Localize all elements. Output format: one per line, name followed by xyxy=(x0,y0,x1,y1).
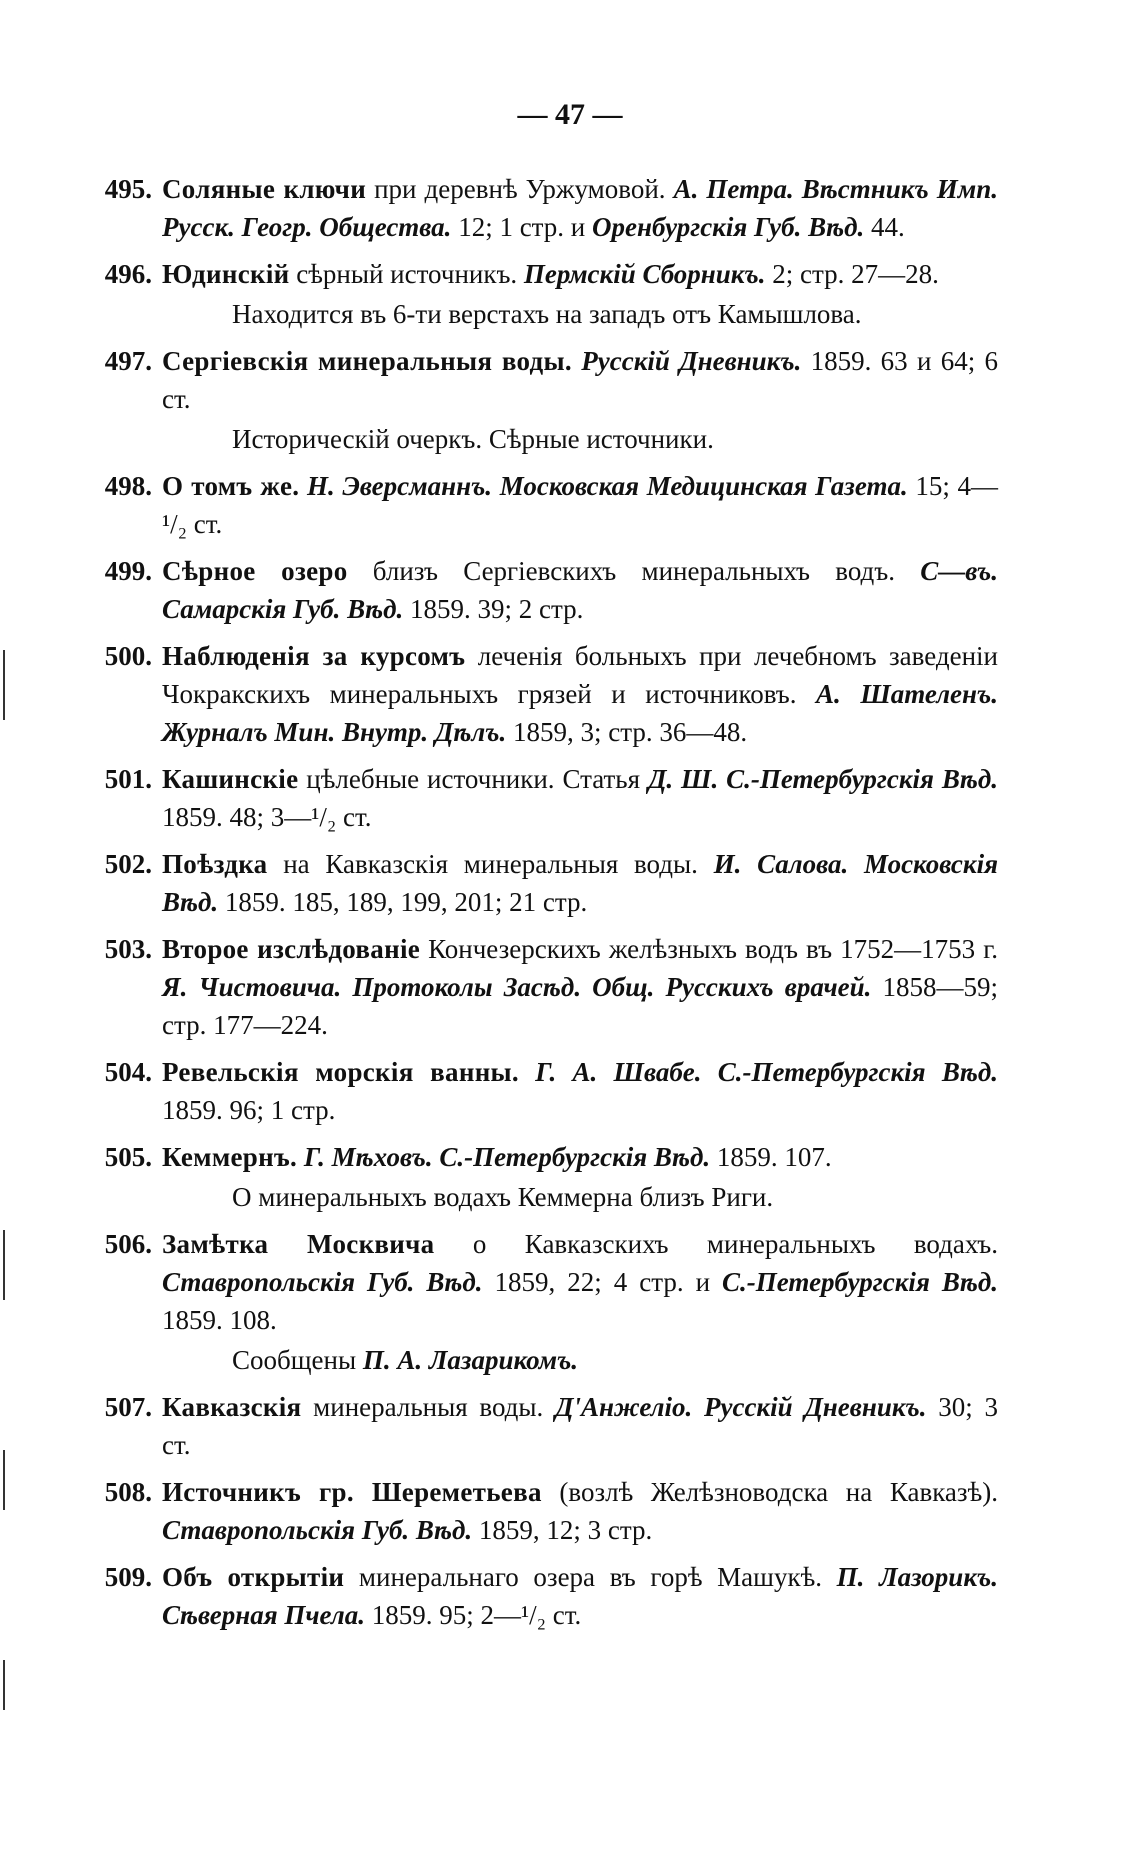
entry-text: минеральныя воды. xyxy=(301,1392,556,1422)
entry-text: 1859. 95; 2—¹/₂ ст. xyxy=(364,1600,582,1630)
entry-title: Сергіевскія минеральныя воды. xyxy=(162,346,572,376)
entry-number: 495. xyxy=(104,174,152,204)
entry-number: 502. xyxy=(104,849,152,879)
entry-text: сѣрный источникъ. xyxy=(289,259,524,289)
entry-500 xyxy=(78,637,998,751)
entry-source: Ставропольскія Губ. Вѣд. xyxy=(162,1267,483,1297)
entry-text: 1859. 108. xyxy=(162,1305,277,1335)
entry-text: 15; 4—¹/₂ ст. xyxy=(162,471,998,539)
entry-text: 1859. 96; 1 стр. xyxy=(162,1095,336,1125)
entry-source: Г. А. Швабе. С.-Петербургскія Вѣд. xyxy=(535,1057,998,1087)
entry-506 xyxy=(78,1225,998,1379)
entry-title: Ревельскія морскія ванны. xyxy=(162,1057,519,1087)
entry-source: Ставропольскія Губ. Вѣд. xyxy=(162,1515,473,1545)
entry-507 xyxy=(78,1388,998,1464)
entry-text: Кончезерскихъ желѣзныхъ водъ въ 1752—1753 г. xyxy=(420,934,999,964)
entry-508 xyxy=(78,1473,998,1549)
entry-number: 508. xyxy=(104,1477,152,1507)
entry-source: И. Салова. Московскія Вѣд. xyxy=(162,849,998,917)
entry-note: О минеральныхъ водахъ Кеммерна близъ Риги. xyxy=(232,1182,774,1212)
entry-title: Второе изслѣдованіе xyxy=(162,934,421,964)
entry-text: 12; 1 стр. и xyxy=(451,212,593,242)
entry-text: 30; 3 ст. xyxy=(162,1392,998,1460)
entry-title: Объ открытіи xyxy=(162,1562,345,1592)
margin-rule xyxy=(3,1230,5,1300)
entry-text: цѣлебные источники. Статья xyxy=(298,764,648,794)
entry-text: при деревнѣ Уржумовой. xyxy=(366,174,674,204)
entry-source: Н. Эверсманнъ. Московская Медицинская Газета. xyxy=(306,471,908,501)
entry-text: 1859, 3; стр. 36—48. xyxy=(506,717,748,747)
entry-text xyxy=(299,471,307,501)
margin-rule xyxy=(3,1450,5,1510)
entry-number: 497. xyxy=(104,346,152,376)
entry-text: близъ Сергіевскихъ минеральныхъ водъ. xyxy=(347,556,921,586)
entry-text: минеральнаго озера въ горѣ Машукѣ. xyxy=(344,1562,837,1592)
entry-509 xyxy=(78,1558,998,1634)
entry-text xyxy=(297,1142,304,1172)
entry-number: 503. xyxy=(104,934,152,964)
entry-title: Кеммернъ. xyxy=(162,1142,298,1172)
entry-497 xyxy=(78,342,998,458)
bibliography-list xyxy=(78,170,998,1643)
entry-title: Соляные ключи xyxy=(162,174,367,204)
entry-source: Д. Ш. С.-Петербургскія Вѣд. xyxy=(647,764,998,794)
margin-rule xyxy=(3,1660,5,1710)
entry-text: 1859, 12; 3 стр. xyxy=(472,1515,653,1545)
entry-498 xyxy=(78,467,998,543)
entry-title: Наблюденія за курсомъ xyxy=(162,641,466,671)
entry-number: 499. xyxy=(104,556,152,586)
entry-text: о Кавказскихъ минеральныхъ водахъ. xyxy=(434,1229,999,1259)
entry-text: 44. xyxy=(864,212,905,242)
entry-note: Находится въ 6-ти верстахъ на западъ отъ Камышлова. xyxy=(232,299,862,329)
entry-text: 1859, 22; 4 стр. и xyxy=(482,1267,723,1297)
entry-number: 498. xyxy=(104,471,152,501)
entry-source: Д'Анжеліо. Русскій Дневникъ. xyxy=(555,1392,927,1422)
entry-source: Я. Чистовича. Протоколы Засѣд. Общ. Русскихъ врачей. xyxy=(162,972,872,1002)
entry-number: 507. xyxy=(104,1392,152,1422)
page-number: — 47 — xyxy=(517,98,623,131)
entry-title: Замѣтка Москвича xyxy=(162,1229,435,1259)
entry-text: 1858—59; стр. 177—224. xyxy=(162,972,998,1040)
entry-number: 509. xyxy=(104,1562,152,1592)
entry-number: 506. xyxy=(104,1229,152,1259)
entry-496 xyxy=(78,255,998,333)
entry-text: 1859. 48; 3—¹/₂ ст. xyxy=(162,802,372,832)
entry-source: Пермскій Сборникъ. xyxy=(523,259,766,289)
entry-499 xyxy=(78,552,998,628)
entry-number: 504. xyxy=(104,1057,152,1087)
entry-source: А. Петра. Вѣстникъ Имп. Русск. Геогр. Общества. xyxy=(162,174,999,242)
entry-title: Поѣздка xyxy=(162,849,268,879)
entry-text: (возлѣ Желѣзноводска на Кавказѣ). xyxy=(541,1477,998,1507)
entry-number: 501. xyxy=(104,764,152,794)
entry-title: Кашинскіе xyxy=(162,764,299,794)
margin-rule xyxy=(3,650,5,720)
entry-text: 2; стр. 27—28. xyxy=(765,259,939,289)
entry-note-author: П. А. Лазарикомъ. xyxy=(362,1345,579,1375)
entry-text xyxy=(572,346,581,376)
entry-source: П. Лазорикъ. Сѣверная Пчела. xyxy=(162,1562,998,1630)
entry-source: Оренбургскія Губ. Вѣд. xyxy=(592,212,865,242)
entry-number: 500. xyxy=(104,641,152,671)
entry-501 xyxy=(78,760,998,836)
entry-text: на Кавказскія минеральныя воды. xyxy=(267,849,714,879)
entry-text: 1859. 185, 189, 199, 201; 21 стр. xyxy=(218,887,588,917)
entry-title: О томъ же. xyxy=(162,471,300,501)
entry-text: 1859. 63 и 64; 6 ст. xyxy=(162,346,999,414)
entry-title: Юдинскій xyxy=(162,259,290,289)
entry-source: Г. Мѣховъ. С.-Петербургскія Вѣд. xyxy=(303,1142,711,1172)
entry-504 xyxy=(78,1053,998,1129)
entry-source: А. Шателенъ. Журналъ Мин. Внутр. Дѣлъ. xyxy=(162,679,998,747)
entry-number: 496. xyxy=(104,259,152,289)
entry-note: Историческій очеркъ. Сѣрные источники. xyxy=(232,424,714,454)
entry-495 xyxy=(78,170,998,246)
entry-503 xyxy=(78,930,998,1044)
entry-text: леченія больныхъ при лечебномъ заведеніи Чокракскихъ минеральныхъ грязей и источниковъ. xyxy=(162,641,998,709)
entry-text xyxy=(519,1057,535,1087)
entry-source: С.-Петербургскія Вѣд. xyxy=(722,1267,998,1297)
entry-title: Кавказскія xyxy=(162,1392,302,1422)
entry-505 xyxy=(78,1138,998,1216)
entry-source: С—въ. Самарскія Губ. Вѣд. xyxy=(162,556,998,624)
entry-502 xyxy=(78,845,998,921)
entry-source: Русскій Дневникъ. xyxy=(581,346,802,376)
entry-number: 505. xyxy=(104,1142,152,1172)
entry-text: 1859. 107. xyxy=(710,1142,832,1172)
entry-note-text: Сообщены xyxy=(232,1345,363,1375)
entry-title: Источникъ гр. Шереметьева xyxy=(162,1477,542,1507)
entry-text: 1859. 39; 2 стр. xyxy=(403,594,584,624)
entry-title: Сѣрное озеро xyxy=(162,556,348,586)
entry-note xyxy=(162,1341,998,1379)
